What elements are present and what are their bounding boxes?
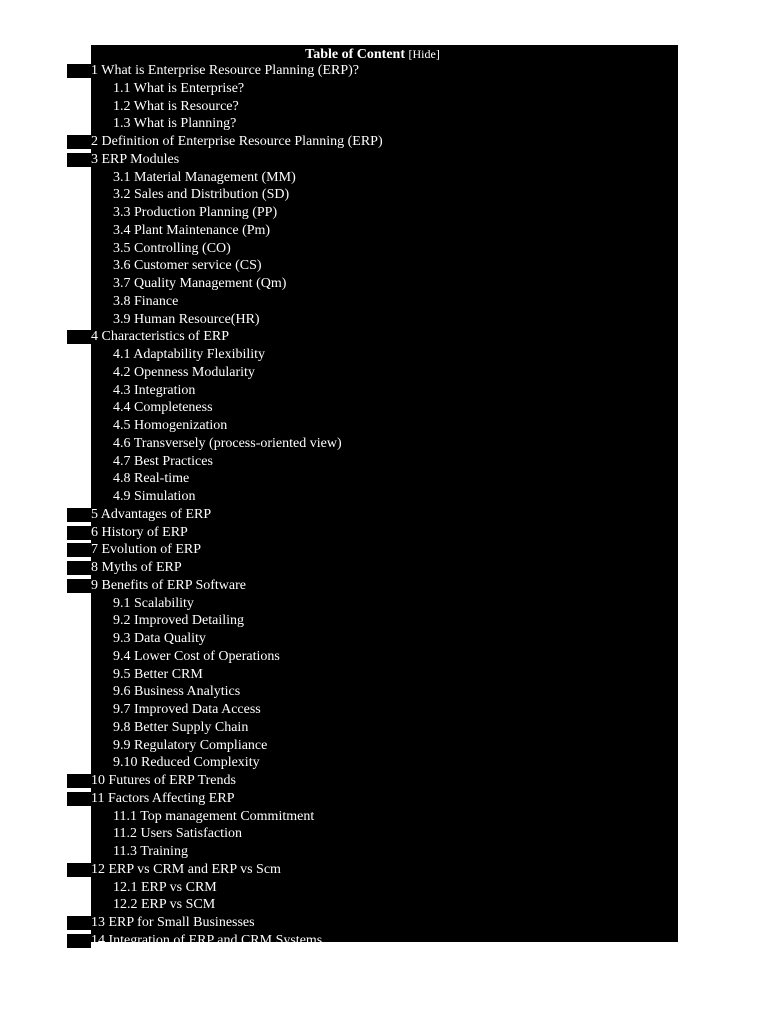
toc-item-label: 8 Myths of ERP [91, 560, 182, 575]
toc-item-label: 3 ERP Modules [91, 151, 180, 167]
toc-subsection-link[interactable] [67, 293, 678, 311]
toc-item-label: 9.2 Improved Detailing [113, 613, 245, 629]
toc-item-label: 12.1 ERP vs CRM [113, 879, 217, 895]
toc-section-marker [67, 508, 91, 522]
toc-item-label: 9.6 Business Analytics [113, 684, 241, 700]
toc-item-label: 10 Futures of ERP Trends [91, 773, 236, 788]
toc-section-link[interactable] [67, 133, 678, 151]
toc-subsection-link[interactable] [67, 417, 678, 435]
toc-item-label: 9.8 Better Supply Chain [113, 719, 249, 735]
toc-item-label: 9 Benefits of ERP Software [91, 577, 247, 593]
toc-subsection-link[interactable] [67, 240, 678, 258]
toc-subsection-link[interactable] [67, 364, 678, 382]
toc-item-label: 3.6 Customer service (CS) [113, 258, 262, 274]
toc-subsection-link[interactable] [67, 80, 678, 98]
toc-subsection-link[interactable] [67, 737, 678, 755]
toc-item-label: 9.5 Better CRM [113, 666, 203, 682]
toc-subsection-link[interactable] [67, 399, 678, 417]
toc-subsection-link[interactable] [67, 843, 678, 861]
toc-subsection-link[interactable] [67, 275, 678, 293]
toc-item-label: 1.2 What is Resource? [113, 98, 239, 114]
toc-subsection-link[interactable] [67, 453, 678, 471]
toc-section-marker [67, 135, 91, 149]
toc-item-label: 4.7 Best Practices [113, 453, 213, 469]
toc-item-label: 3.7 Quality Management (Qm) [113, 276, 287, 291]
toc-item-label: 3.1 Material Management (MM) [113, 169, 296, 185]
toc-item-label: 12.2 ERP vs SCM [113, 897, 216, 913]
toc-item-label: 12 ERP vs CRM and ERP vs Scm [91, 861, 281, 877]
toc-section-marker [67, 153, 91, 167]
toc-item-label: 9.3 Data Quality [113, 631, 206, 646]
toc-item-label: 3.2 Sales and Distribution (SD) [113, 187, 290, 203]
toc-item-label: 4.1 Adaptability Flexibility [113, 347, 266, 362]
toc-section-link[interactable] [67, 328, 678, 346]
toc-item-label: 14 Integration of ERP and CRM Systems [91, 932, 323, 948]
toc-item-label: 4.4 Completeness [113, 400, 213, 416]
toc-subsection-link[interactable] [67, 311, 678, 329]
toc-section-marker [67, 561, 91, 575]
toc-section-marker [67, 916, 91, 930]
toc-section-marker [67, 934, 91, 948]
toc-subsection-link[interactable] [67, 346, 678, 364]
toc-item-label: 13 ERP for Small Businesses [91, 915, 255, 930]
toc-section-link[interactable] [67, 577, 678, 595]
toc-subsection-link[interactable] [67, 470, 678, 488]
toc-section-link[interactable] [67, 506, 678, 524]
toc-hide-link[interactable]: [Hide] [408, 47, 440, 61]
toc-subsection-link[interactable] [67, 683, 678, 701]
toc-subsection-link[interactable] [67, 879, 678, 897]
toc-section-marker [67, 863, 91, 877]
toc-section-marker [67, 526, 91, 540]
toc-subsection-link[interactable] [67, 98, 678, 116]
toc-item-label: 9.9 Regulatory Compliance [113, 737, 268, 753]
toc-section-marker [67, 64, 91, 78]
toc-subsection-link[interactable] [67, 488, 678, 506]
toc-section-link[interactable] [67, 772, 678, 790]
toc-item-label: 4.3 Integration [113, 382, 196, 398]
toc-item-label: 3.4 Plant Maintenance (Pm) [113, 222, 271, 238]
toc-item-label: 4.6 Transversely (process-oriented view) [113, 435, 342, 451]
toc-section-link[interactable] [67, 559, 678, 577]
toc-item-label: 3.8 Finance [113, 293, 179, 309]
toc-section-link[interactable] [67, 861, 678, 879]
toc-section-marker [67, 543, 91, 557]
toc-section-marker [67, 330, 91, 344]
toc-subsection-link[interactable] [67, 222, 678, 240]
toc-subsection-link[interactable] [67, 896, 678, 914]
toc-item-label: 3.9 Human Resource(HR) [113, 311, 260, 327]
toc-subsection-link[interactable] [67, 754, 678, 772]
toc-section-marker [67, 792, 91, 806]
toc-item-label: 4.9 Simulation [113, 489, 196, 504]
toc-item-label: 11.2 Users Satisfaction [113, 826, 242, 842]
toc-section-marker [67, 579, 91, 593]
toc-item-label: 11.3 Training [113, 844, 188, 859]
toc-section-link[interactable] [67, 151, 678, 169]
toc-item-label: 9.1 Scalability [113, 595, 194, 611]
toc-subsection-link[interactable] [67, 701, 678, 719]
toc-item-label: 9.4 Lower Cost of Operations [113, 648, 280, 664]
toc-section-link[interactable] [67, 790, 678, 808]
toc-item-label: 4.2 Openness Modularity [113, 364, 255, 380]
toc-item-label: 6 History of ERP [91, 524, 188, 540]
toc-item-label: 1 What is Enterprise Resource Planning (ERP)? [91, 63, 360, 78]
toc-title: Table of Content [305, 47, 405, 62]
toc-subsection-link[interactable] [67, 169, 678, 187]
toc-header [67, 45, 678, 63]
toc-item-label: 9.7 Improved Data Access [113, 702, 261, 717]
toc-subsection-link[interactable] [67, 115, 678, 133]
toc-section-link[interactable] [67, 541, 678, 559]
toc-item-label: 1.1 What is Enterprise? [113, 80, 245, 96]
toc-subsection-link[interactable] [67, 186, 678, 204]
toc-item-label: 11.1 Top management Commitment [113, 808, 315, 824]
toc-item-label: 3.3 Production Planning (PP) [113, 205, 278, 220]
toc-list [67, 62, 678, 950]
toc-subsection-link[interactable] [67, 204, 678, 222]
toc-subsection-link[interactable] [67, 648, 678, 666]
toc-item-label: 2 Definition of Enterprise Resource Planning (ERP) [91, 134, 383, 149]
toc-subsection-link[interactable] [67, 630, 678, 648]
toc-subsection-link[interactable] [67, 612, 678, 630]
toc-subsection-link[interactable] [67, 719, 678, 737]
toc-section-link[interactable] [67, 62, 678, 80]
toc-item-label: 5 Advantages of ERP [91, 506, 212, 522]
toc-subsection-link[interactable] [67, 595, 678, 613]
toc-subsection-link[interactable] [67, 666, 678, 684]
toc-item-label: 4 Characteristics of ERP [91, 329, 230, 345]
toc-subsection-link[interactable] [67, 382, 678, 400]
toc-item-label: 3.5 Controlling (CO) [113, 240, 231, 256]
toc-section-marker [67, 774, 91, 788]
toc-item-label: 11 Factors Affecting ERP [91, 790, 235, 806]
toc-item-label: 1.3 What is Planning? [113, 116, 237, 132]
toc-subsection-link[interactable] [67, 825, 678, 843]
toc-item-label: 7 Evolution of ERP [91, 542, 202, 558]
toc-subsection-link[interactable] [67, 435, 678, 453]
toc-section-link[interactable] [67, 524, 678, 542]
toc-subsection-link[interactable] [67, 808, 678, 826]
toc-item-label: 9.10 Reduced Complexity [113, 755, 260, 771]
toc-subsection-link[interactable] [67, 257, 678, 275]
toc-item-label: 4.8 Real-time [113, 471, 190, 487]
toc-section-link[interactable] [67, 914, 678, 932]
toc-section-link[interactable] [67, 932, 678, 950]
toc-item-label: 4.5 Homogenization [113, 418, 228, 433]
